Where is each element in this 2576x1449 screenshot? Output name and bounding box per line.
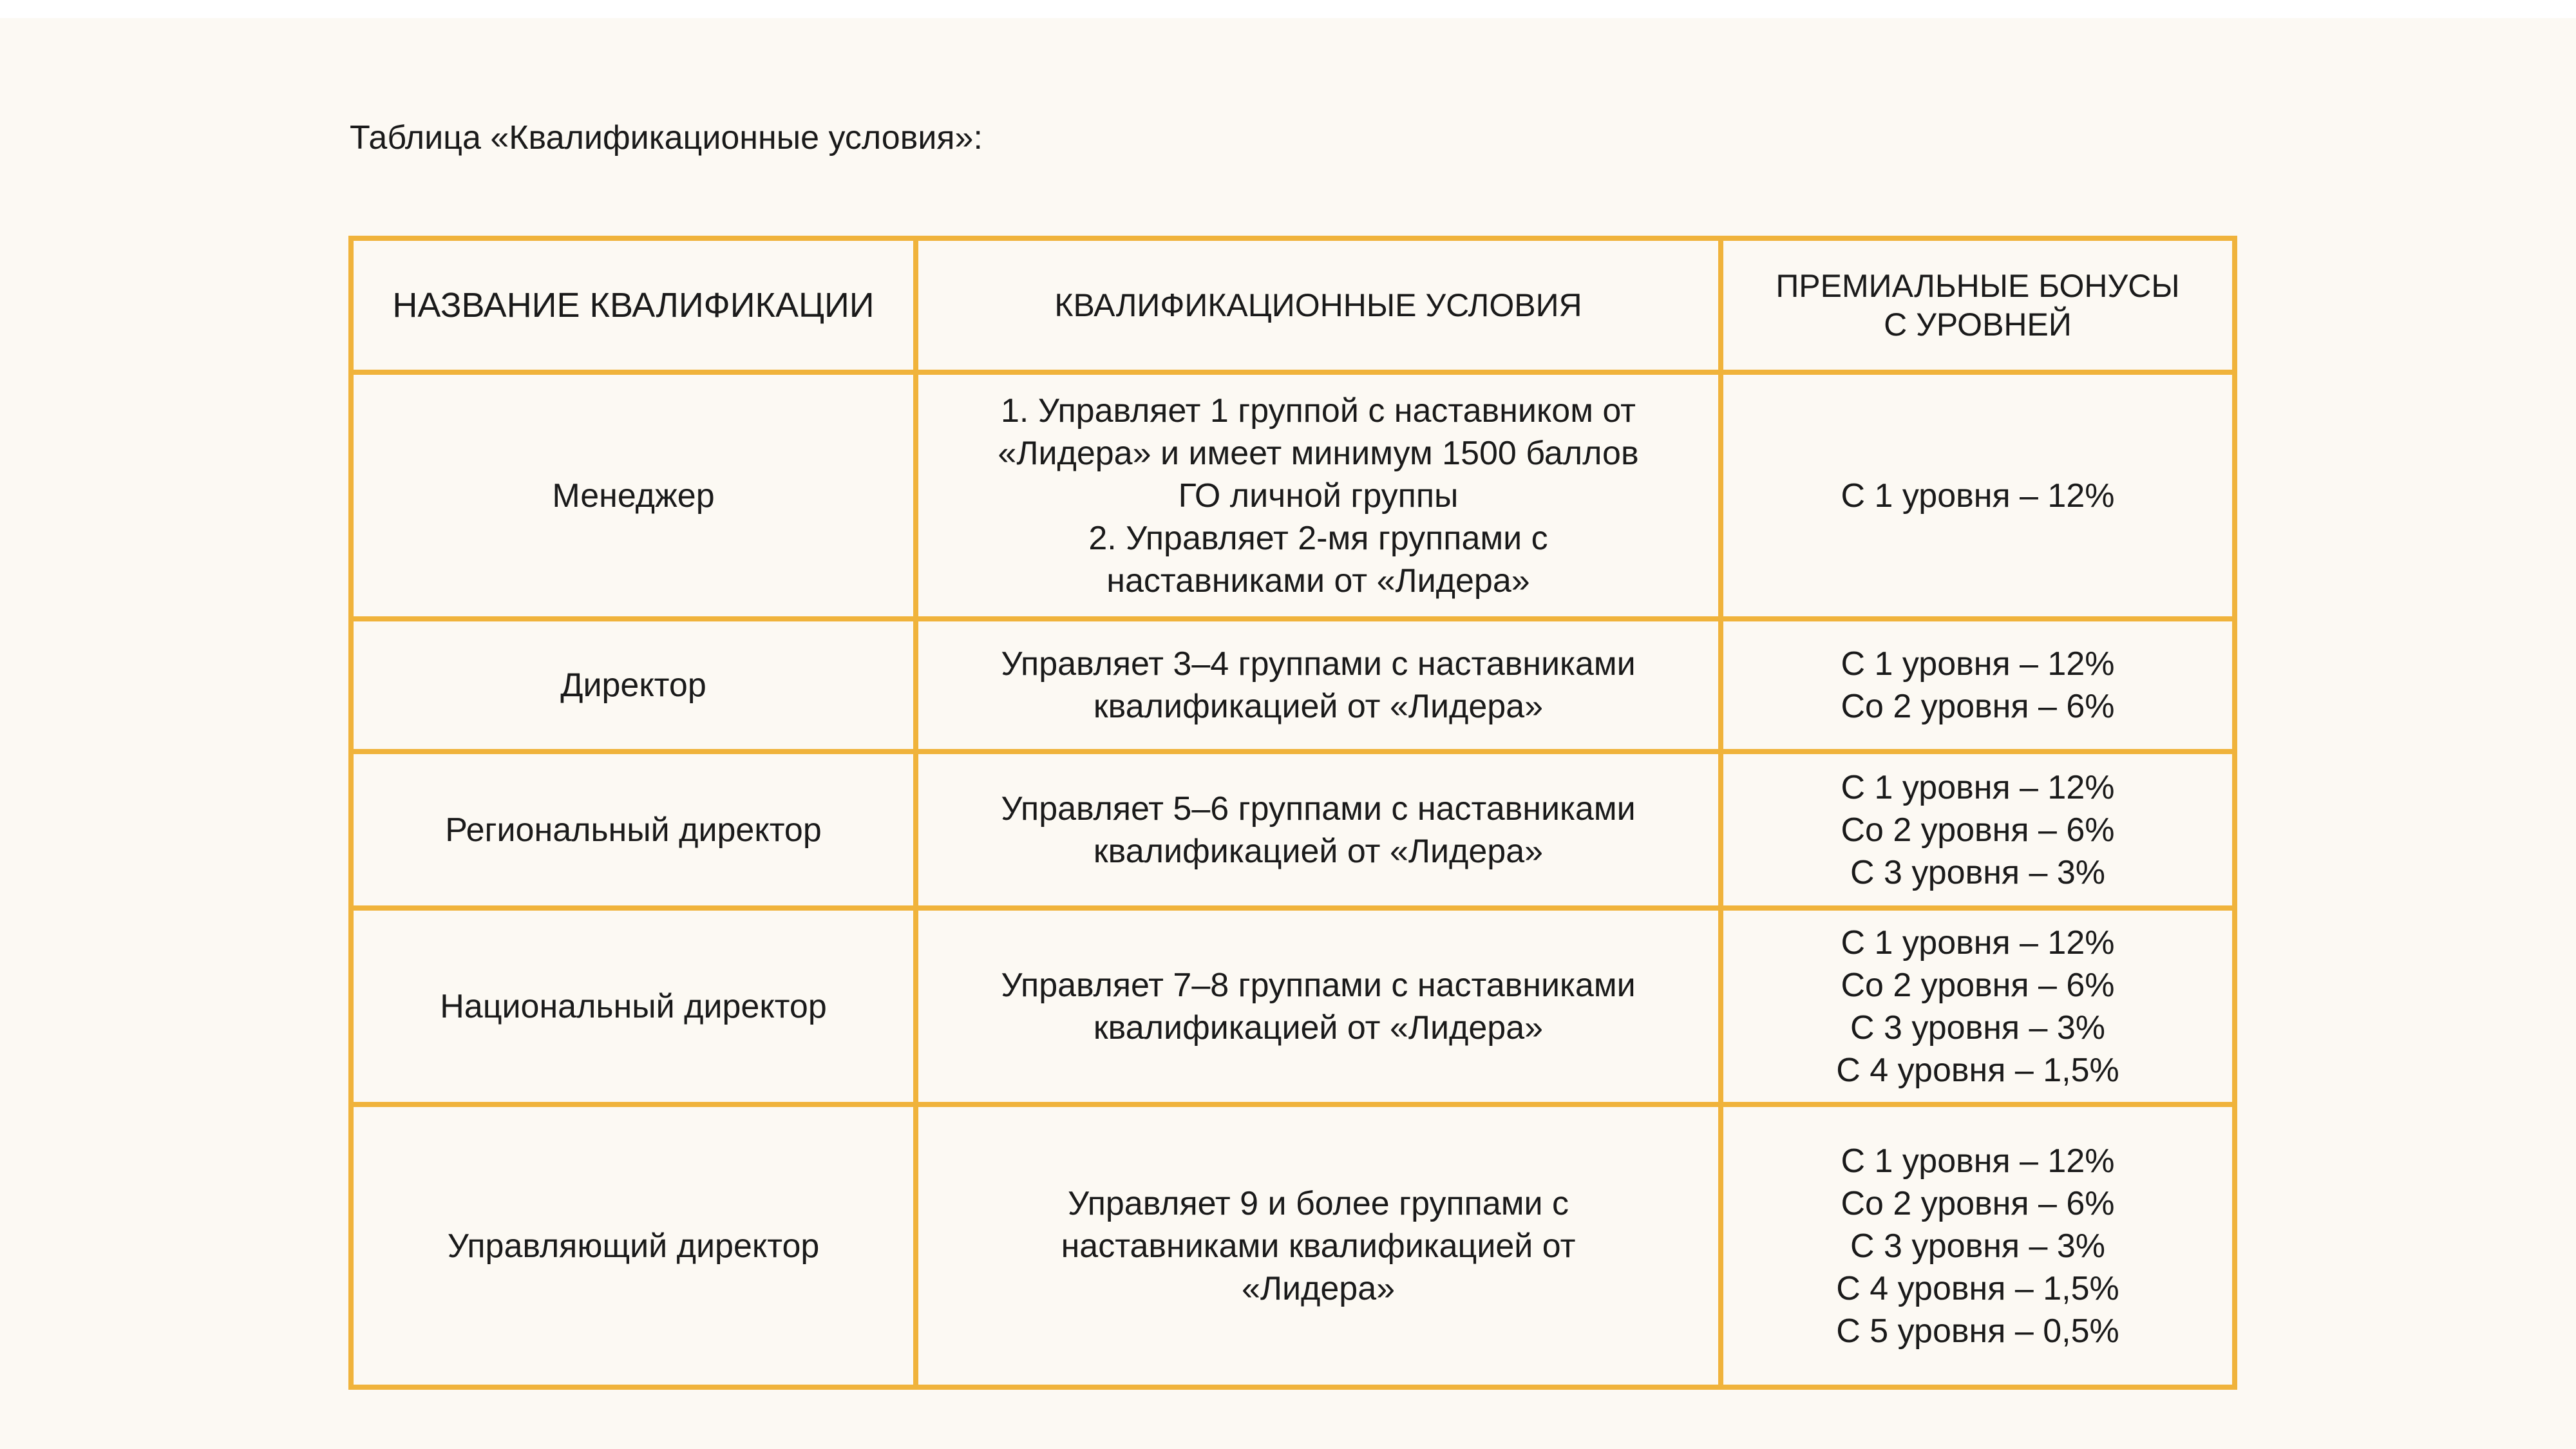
condition-item: 2. Управляет 2-мя группами с наставниками от «Лидера» <box>1088 519 1548 600</box>
bonus-line: Со 2 уровня – 6% <box>1841 811 2115 849</box>
bonus-line: С 1 уровня – 12% <box>1841 1142 2115 1180</box>
qualification-name: Национальный директор <box>351 908 916 1104</box>
qualification-name: Директор <box>351 619 916 752</box>
table-row <box>351 372 2235 619</box>
bonus-line: С 1 уровня – 12% <box>1841 768 2115 806</box>
bonus-line: С 3 уровня – 3% <box>1850 1227 2106 1265</box>
header-qualification-conditions: КВАЛИФИКАЦИОННЫЕ УСЛОВИЯ <box>916 238 1721 372</box>
premium-bonuses <box>1721 1104 2235 1387</box>
bonus-line: С 1 уровня – 12% <box>1841 645 2115 683</box>
qualification-name: Управляющий директор <box>351 1104 916 1387</box>
qualification-table <box>348 236 2237 1390</box>
bonus-line: С 3 уровня – 3% <box>1850 1009 2106 1046</box>
premium-bonuses <box>1721 372 2235 619</box>
table-header-row <box>351 238 2235 372</box>
qualification-name: Менеджер <box>351 372 916 619</box>
bonus-line: С 5 уровня – 0,5% <box>1836 1312 2119 1350</box>
table-row <box>351 1104 2235 1387</box>
bonus-line: С 4 уровня – 1,5% <box>1836 1269 2119 1307</box>
bonus-line: С 1 уровня – 12% <box>1841 477 2115 515</box>
premium-bonuses <box>1721 619 2235 752</box>
condition-item: 1. Управляет 1 группой с наставником от «Лидера» и имеет минимум 1500 баллов ГО личной группы <box>998 392 1639 515</box>
qualification-conditions: Управляет 7–8 группами с наставниками квалификацией от «Лидера» <box>916 908 1721 1104</box>
table-caption: Таблица «Квалификационные условия»: <box>350 119 983 156</box>
bonus-line: Со 2 уровня – 6% <box>1841 1184 2115 1222</box>
header-qualification-name: НАЗВАНИЕ КВАЛИФИКАЦИИ <box>351 238 916 372</box>
qualification-conditions: Управляет 3–4 группами с наставниками квалификацией от «Лидера» <box>916 619 1721 752</box>
top-strip <box>0 0 2576 18</box>
premium-bonuses <box>1721 752 2235 908</box>
bonus-line: С 3 уровня – 3% <box>1850 853 2106 891</box>
table-row <box>351 619 2235 752</box>
bonus-line: С 1 уровня – 12% <box>1841 923 2115 961</box>
qualification-conditions <box>916 372 1721 619</box>
bonus-line: Со 2 уровня – 6% <box>1841 966 2115 1004</box>
qualification-name: Региональный директор <box>351 752 916 908</box>
table-row <box>351 752 2235 908</box>
bonus-line: Со 2 уровня – 6% <box>1841 688 2115 725</box>
header-premium-bonuses: ПРЕМИАЛЬНЫЕ БОНУСЫ С УРОВНЕЙ <box>1721 238 2235 372</box>
premium-bonuses <box>1721 908 2235 1104</box>
qualification-conditions: Управляет 9 и более группами с наставниками квалификацией от «Лидера» <box>916 1104 1721 1387</box>
table-row <box>351 908 2235 1104</box>
qualification-conditions: Управляет 5–6 группами с наставниками квалификацией от «Лидера» <box>916 752 1721 908</box>
bonus-line: С 4 уровня – 1,5% <box>1836 1051 2119 1089</box>
